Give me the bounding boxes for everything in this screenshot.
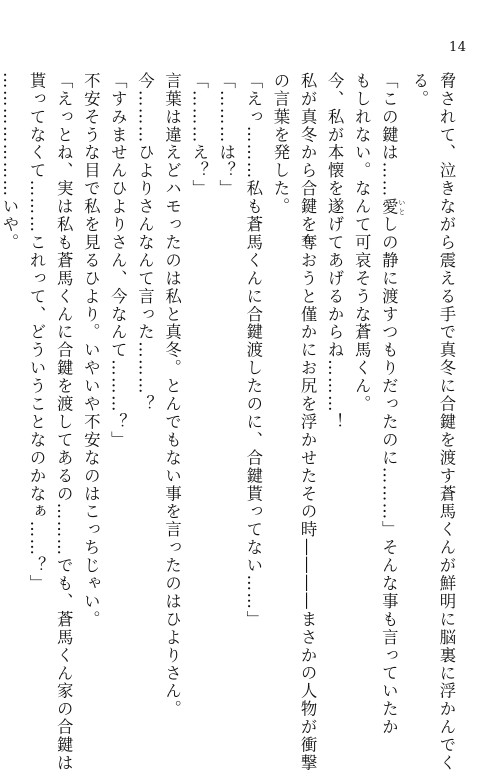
vertical-text-body [0, 72, 460, 772]
text-line-9: 「………は？」 [216, 72, 236, 198]
text-line-3 [375, 72, 406, 737]
furigana-base: 愛 [379, 197, 399, 216]
furigana-reading: いと [397, 197, 406, 216]
text-line-11: 言葉は違えどハモったのは私と真冬。とんでもない事を言ったのはひよりさん。 [162, 72, 182, 719]
text-line-15: 「えっとね、実は私も蒼馬くんに合鍵を渡してあるの………でも、蒼馬くん家の合鍵は [54, 72, 74, 772]
text-line-12: 今………ひよりさんなんて言った………？ [135, 72, 155, 413]
text-line-13: 「すみませんひよりさん、今なんて………？」 [108, 72, 128, 449]
furigana-word [379, 197, 406, 216]
text-line-4: もしれない。なんて可哀そうな蒼馬くん。 [352, 72, 372, 414]
text-line-3-end: しの静に渡すつもりだったのに………」そんな事も言っていたか [379, 215, 399, 737]
text-line-6: 私が真冬から合鍵を奪おうと僅かにお尻を浮かせたその時――――まさかの人物が衝撃 [298, 72, 318, 772]
text-line-14: 不安そうな目で私を見るひより。いやいや不安なのはこっちじゃい。 [81, 72, 101, 629]
text-line-10: 「………え？」 [189, 72, 209, 198]
text-line-16: 貰ってなくて………これって、どういうことなのかなぁ……？」 [27, 72, 47, 593]
text-line-2: る。 [409, 72, 429, 108]
text-line-17: …………………いや。 [0, 72, 19, 252]
text-line-5: 今、私が本懐を遂げてあげるからね………！ [325, 72, 345, 431]
page-number: 14 [449, 40, 467, 55]
text-line-7: の言葉を発した。 [270, 72, 290, 216]
text-line-3-start: 「この鍵は…… [379, 72, 399, 198]
text-line-1: 脅されて、泣きながら震える手で真冬に合鍵を渡す蒼馬くんが鮮明に脳裏に浮かんでく [437, 72, 456, 772]
text-line-8: 「えっ………私も蒼馬くんに合鍵渡したのに、合鍵貰ってない……」 [243, 72, 263, 629]
